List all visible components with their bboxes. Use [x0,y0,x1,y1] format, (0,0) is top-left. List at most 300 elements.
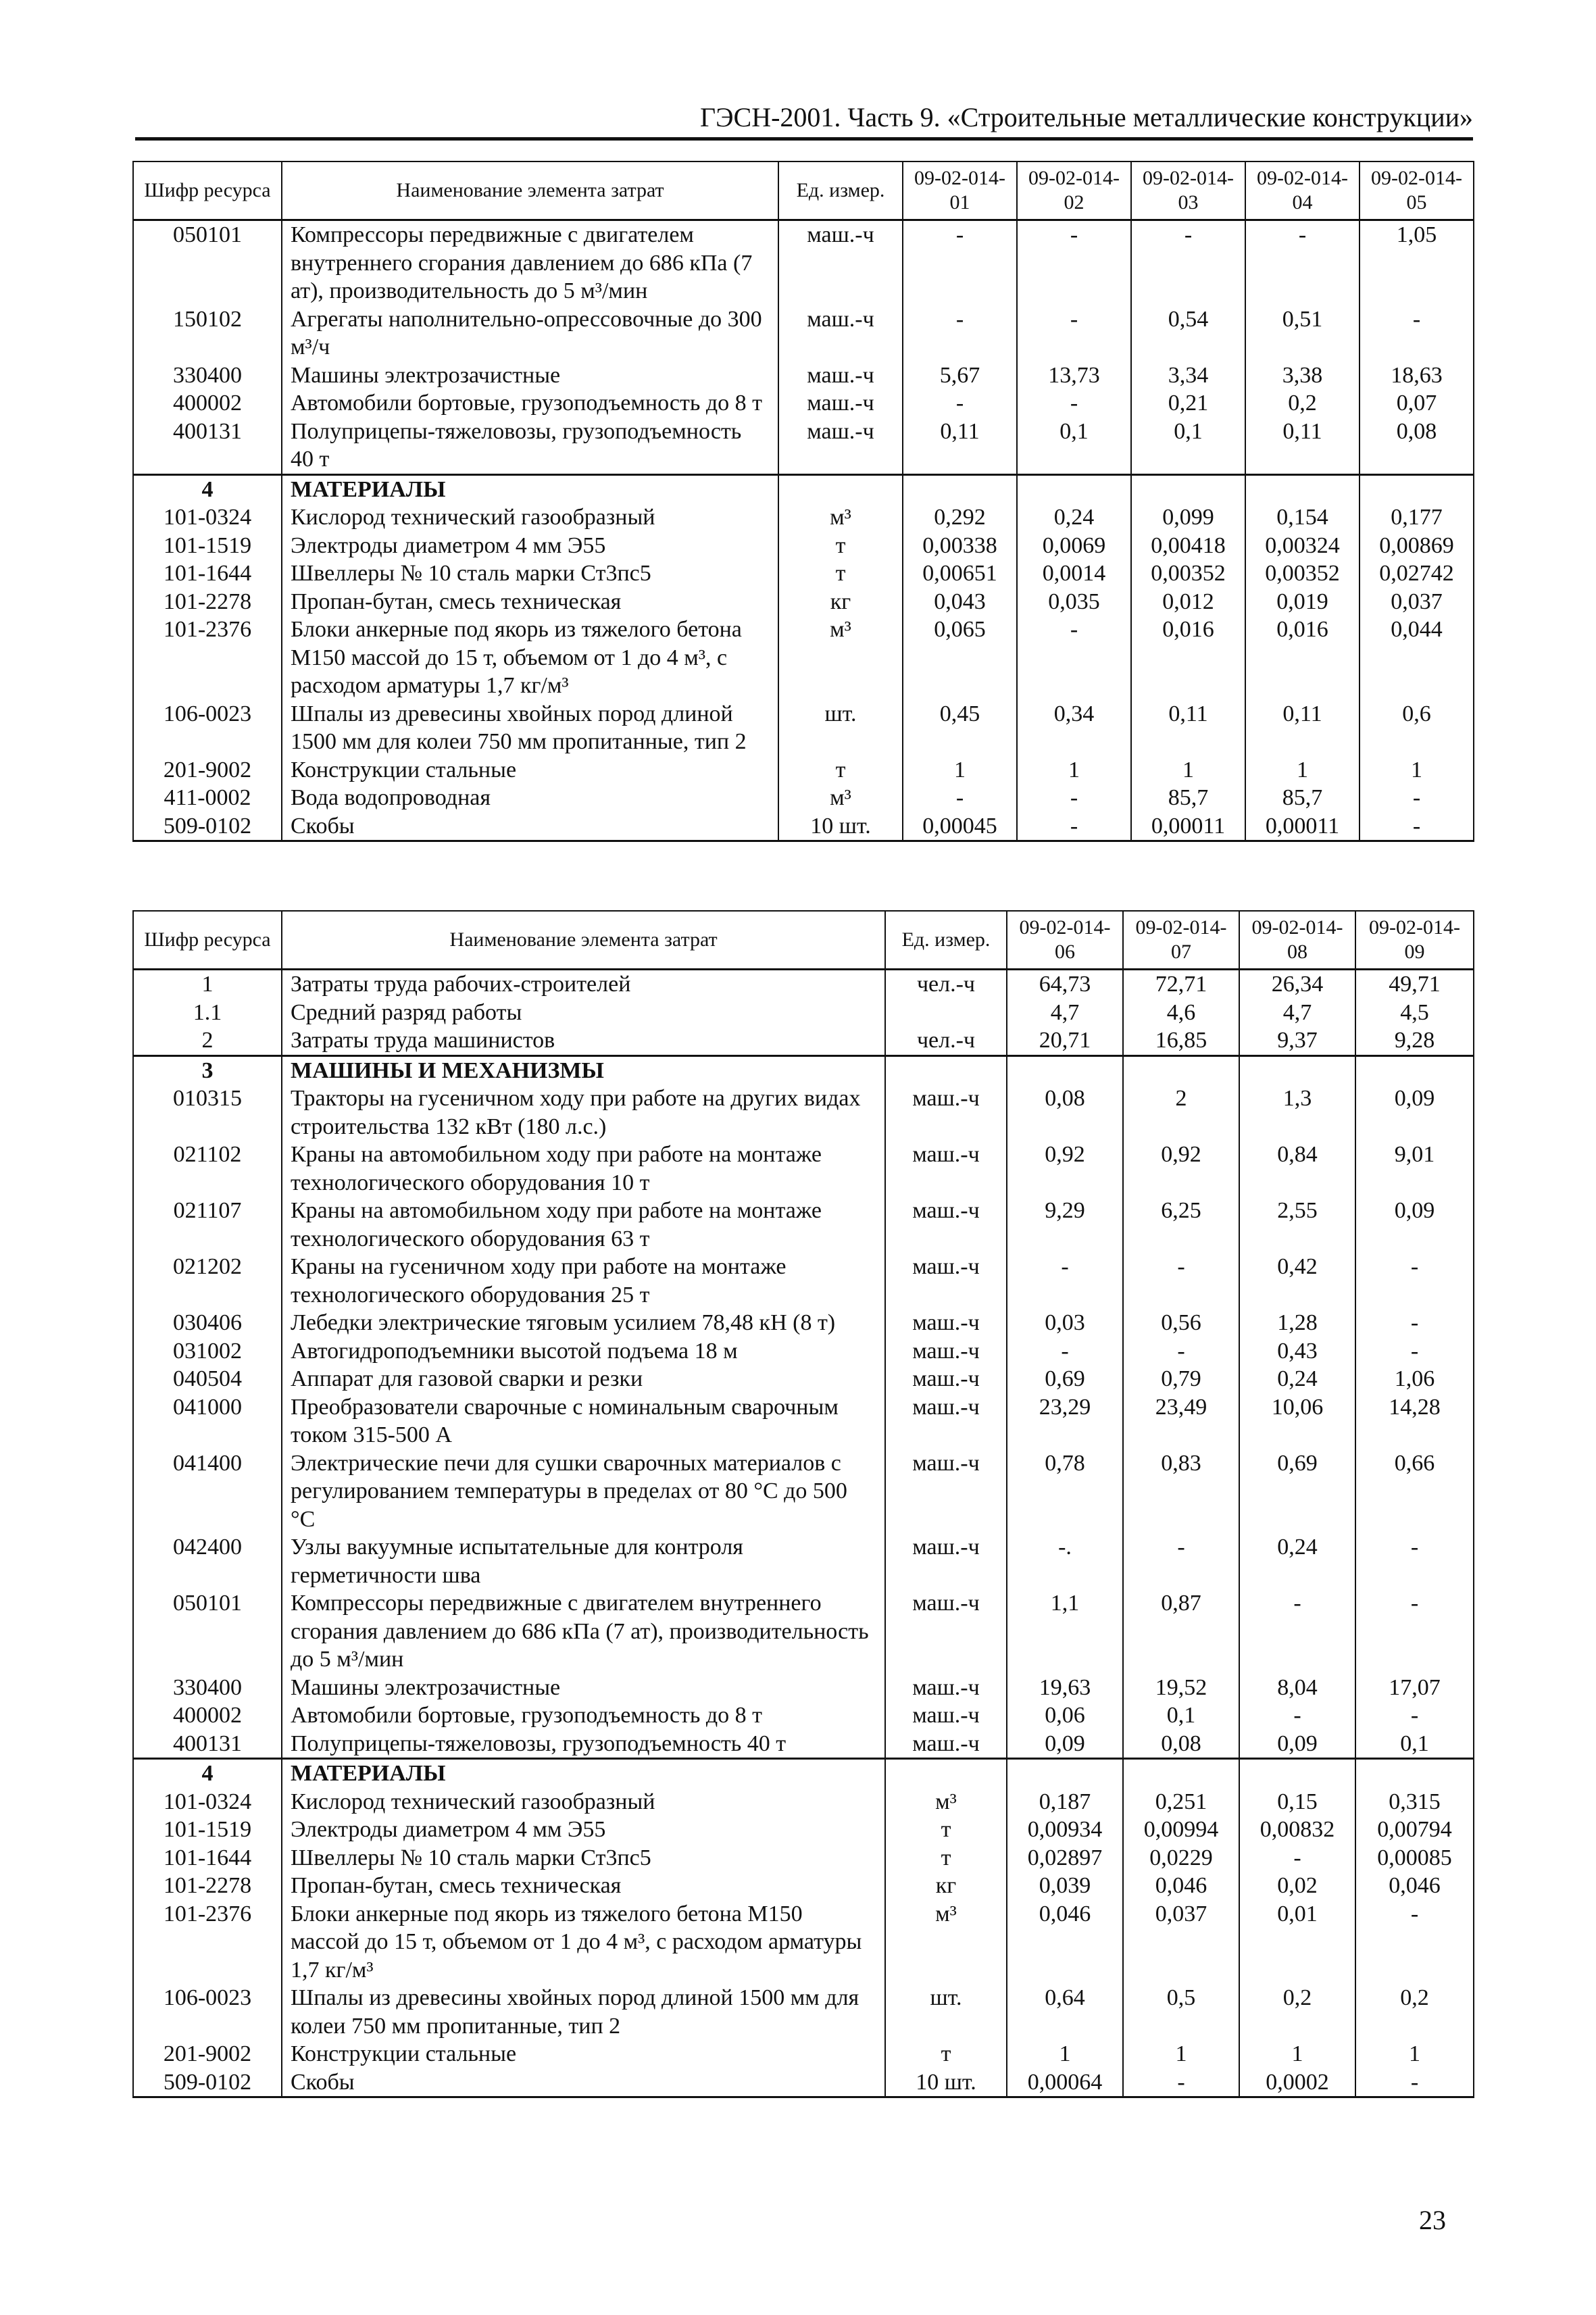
resource-code: 106-0023 [133,1984,282,2040]
norm-value: 0,1 [1355,1730,1474,1759]
unit: маш.-ч [778,305,903,362]
unit: маш.-ч [885,1730,1007,1759]
norm-value: 0,016 [1131,616,1245,700]
resource-name: Затраты труда рабочих-строителей [282,970,885,999]
norm-value: - [1239,1844,1355,1872]
table-row [133,1984,1474,2040]
resource-name: Шпалы из древесины хвойных пород длиной 1500 мм для колеи 750 мм пропитанные, тип 2 [282,700,778,756]
norm-value: 0,79 [1123,1365,1239,1393]
norm-value: - [1355,1337,1474,1366]
table-row [133,756,1474,785]
norm-value: 1 [1245,756,1360,785]
resource-code: 010315 [133,1085,282,1141]
resource-name: Автомобили бортовые, грузоподъемность до 8 т [282,389,778,418]
norm-value: 0,6 [1360,700,1474,756]
norm-value: 13,73 [1017,362,1131,390]
table-row [133,1141,1474,1197]
norm-value: 0,5 [1123,1984,1239,2040]
unit: маш.-ч [885,1393,1007,1449]
norm-value: 1 [1355,2040,1474,2068]
norm-value: 16,85 [1123,1026,1239,1055]
table-row [133,305,1474,362]
norm-value [1123,1055,1239,1085]
column-header: 09-02-014-05 [1360,161,1474,220]
norm-value: 0,92 [1007,1141,1123,1197]
norm-value: 0,046 [1007,1900,1123,1985]
norm-value: 10,06 [1239,1393,1355,1449]
unit: м³ [778,784,903,812]
resource-code: 400131 [133,1730,282,1759]
resource-name: Компрессоры передвижные с двигателем внутреннего сгорания давлением до 686 кПа (7 ат), производительность до 5 м³/мин [282,1589,885,1674]
norm-value: 0,09 [1355,1085,1474,1141]
norm-value: 8,04 [1239,1674,1355,1702]
norm-value: - [1355,1701,1474,1730]
table-row [133,1309,1474,1337]
unit: маш.-ч [778,220,903,305]
norm-value: 0,2 [1245,389,1360,418]
table-row [133,1085,1474,1141]
norm-value: - [1239,1589,1355,1674]
unit: м³ [885,1788,1007,1816]
norm-value: 4,5 [1355,999,1474,1027]
resource-code: 041400 [133,1449,282,1534]
norm-value: - [1017,784,1131,812]
norm-value: - [1007,1337,1123,1366]
norm-value: - [1017,812,1131,841]
resource-name: МАШИНЫ И МЕХАНИЗМЫ [282,1055,885,1085]
resource-code: 021107 [133,1197,282,1253]
table-row [133,1589,1474,1674]
norm-value: -. [1007,1533,1123,1589]
norm-value: 1 [1239,2040,1355,2068]
norm-value: 0,11 [1245,700,1360,756]
resource-code: 101-1644 [133,1844,282,1872]
norm-value: 0,69 [1239,1449,1355,1534]
norm-value: 0,00869 [1360,532,1474,560]
norm-value: 0,69 [1007,1365,1123,1393]
norm-value: 0,08 [1123,1730,1239,1759]
unit: маш.-ч [778,418,903,475]
norm-value: 0,08 [1360,418,1474,475]
norm-value: 64,73 [1007,970,1123,999]
resource-code: 411-0002 [133,784,282,812]
unit: маш.-ч [885,1197,1007,1253]
column-header: 09-02-014-07 [1123,911,1239,970]
resource-name: Блоки анкерные под якорь из тяжелого бетона М150 массой до 15 т, объемом от 1 до 4 м³, с расходом арматуры 1,7 кг/м³ [282,1900,885,1985]
norm-value [1123,1759,1239,1788]
column-header: 09-02-014-02 [1017,161,1131,220]
resource-name: МАТЕРИАЛЫ [282,1759,885,1788]
norm-value: 0,039 [1007,1872,1123,1900]
unit: т [778,756,903,785]
norm-value: 0,84 [1239,1141,1355,1197]
resource-name: Полуприцепы-тяжеловозы, грузоподъемность 40 т [282,1730,885,1759]
norm-value: 1,1 [1007,1589,1123,1674]
norm-value: 0,87 [1123,1589,1239,1674]
resource-name: Пропан-бутан, смесь техническая [282,1872,885,1900]
resource-name: Швеллеры № 10 сталь марки Ст3пс5 [282,559,778,588]
norm-value: 9,28 [1355,1026,1474,1055]
resource-code: 330400 [133,362,282,390]
norm-value: 4,6 [1123,999,1239,1027]
norm-value: 0,043 [903,588,1017,616]
norm-value: 23,49 [1123,1393,1239,1449]
norm-value: 19,63 [1007,1674,1123,1702]
norm-value: 0,64 [1007,1984,1123,2040]
norm-value: - [1245,220,1360,305]
norm-value: 0,0069 [1017,532,1131,560]
norm-value: 0,177 [1360,503,1474,532]
table-row [133,1449,1474,1534]
norm-value: 19,52 [1123,1674,1239,1702]
unit: т [885,1844,1007,1872]
resource-name: МАТЕРИАЛЫ [282,474,778,503]
table-row [133,1844,1474,1872]
resource-table-1 [132,161,1474,842]
resource-name: Машины электрозачистные [282,1674,885,1702]
resource-code: 400002 [133,389,282,418]
table-row [133,784,1474,812]
section-row [133,1055,1474,1085]
norm-value: - [1360,305,1474,362]
norm-value: 0,1 [1017,418,1131,475]
norm-value: - [903,305,1017,362]
table-row [133,503,1474,532]
resource-code: 030406 [133,1309,282,1337]
table-row [133,559,1474,588]
norm-value: 0,24 [1017,503,1131,532]
unit: маш.-ч [885,1337,1007,1366]
unit: т [778,532,903,560]
table-row [133,1253,1474,1309]
resource-name: Краны на гусеничном ходу при работе на монтаже технологического оборудования 25 т [282,1253,885,1309]
norm-value: - [1355,1900,1474,1985]
norm-value [1245,474,1360,503]
norm-value: 0,03 [1007,1309,1123,1337]
resource-name: Кислород технический газообразный [282,1788,885,1816]
table-row [133,1788,1474,1816]
resource-name: Полуприцепы-тяжеловозы, грузоподъемность 40 т [282,418,778,475]
table-row [133,220,1474,305]
resource-code: 106-0023 [133,700,282,756]
norm-value: - [1017,305,1131,362]
unit: шт. [778,700,903,756]
norm-value: 0,00011 [1245,812,1360,841]
resource-name: Краны на автомобильном ходу при работе на монтаже технологического оборудования 10 т [282,1141,885,1197]
norm-value: - [1355,1253,1474,1309]
norm-value: 0,83 [1123,1449,1239,1534]
unit: маш.-ч [885,1589,1007,1674]
resource-code: 041000 [133,1393,282,1449]
column-header: 09-02-014-03 [1131,161,1245,220]
unit [885,1055,1007,1085]
norm-value: 2,55 [1239,1197,1355,1253]
norm-value: 0,044 [1360,616,1474,700]
norm-value: 1,06 [1355,1365,1474,1393]
norm-value: 0,06 [1007,1701,1123,1730]
norm-value: 0,09 [1355,1197,1474,1253]
unit: кг [778,588,903,616]
norm-value: 0,21 [1131,389,1245,418]
norm-value: - [1239,1701,1355,1730]
column-header: Наименование элемента затрат [282,911,885,970]
column-header: 09-02-014-04 [1245,161,1360,220]
resource-name: Тракторы на гусеничном ходу при работе на других видах строительства 132 кВт (180 л.с.) [282,1085,885,1141]
norm-value: 0,046 [1355,1872,1474,1900]
resource-name: Скобы [282,812,778,841]
norm-value: - [1131,220,1245,305]
resource-code: 021102 [133,1141,282,1197]
unit: маш.-ч [885,1141,1007,1197]
resource-code: 509-0102 [133,2068,282,2097]
norm-value: 0,035 [1017,588,1131,616]
norm-value: 0,154 [1245,503,1360,532]
norm-value: 0,315 [1355,1788,1474,1816]
table-row [133,616,1474,700]
norm-value: 0,00994 [1123,1816,1239,1844]
norm-value: - [1355,1533,1474,1589]
table-row [133,1872,1474,1900]
norm-value: 0,00085 [1355,1844,1474,1872]
norm-value: 0,11 [903,418,1017,475]
norm-value: 0,2 [1355,1984,1474,2040]
unit: маш.-ч [885,1701,1007,1730]
unit: маш.-ч [885,1365,1007,1393]
table-row [133,418,1474,475]
norm-value: 14,28 [1355,1393,1474,1449]
resource-code: 042400 [133,1533,282,1589]
table-row [133,999,1474,1027]
norm-value: 0,43 [1239,1337,1355,1366]
norm-value: 0,02 [1239,1872,1355,1900]
unit: маш.-ч [885,1253,1007,1309]
norm-value: 1 [1131,756,1245,785]
table-row [133,588,1474,616]
resource-name: Компрессоры передвижные с двигателем внутреннего сгорания давлением до 686 кПа (7 ат), производительность до 5 м³/мин [282,220,778,305]
resource-name: Аппарат для газовой сварки и резки [282,1365,885,1393]
norm-value: 0,00324 [1245,532,1360,560]
unit: маш.-ч [885,1449,1007,1534]
resource-code: 101-2278 [133,588,282,616]
norm-value: 3,38 [1245,362,1360,390]
column-header: Ед. измер. [885,911,1007,970]
unit [885,999,1007,1027]
norm-value: 0,00352 [1245,559,1360,588]
norm-value: - [903,784,1017,812]
unit: маш.-ч [885,1674,1007,1702]
resource-name: Машины электрозачистные [282,362,778,390]
norm-value: 0,11 [1131,700,1245,756]
table-row [133,1197,1474,1253]
norm-value [1360,474,1474,503]
resource-code: 400002 [133,1701,282,1730]
norm-value [1355,1055,1474,1085]
resource-name: Вода водопроводная [282,784,778,812]
norm-value: 0,00832 [1239,1816,1355,1844]
norm-value: - [1123,1253,1239,1309]
resource-code: 101-2278 [133,1872,282,1900]
unit: маш.-ч [778,362,903,390]
norm-value: 0,45 [903,700,1017,756]
norm-value: 0,0002 [1239,2068,1355,2097]
norm-value: - [1355,2068,1474,2097]
norm-value: 0,66 [1355,1449,1474,1534]
norm-value: 1 [1007,2040,1123,2068]
norm-value: - [1017,220,1131,305]
resource-code: 040504 [133,1365,282,1393]
norm-value: 0,09 [1239,1730,1355,1759]
unit [885,1759,1007,1788]
resource-code: 050101 [133,220,282,305]
norm-value: 0,92 [1123,1141,1239,1197]
norm-value: 18,63 [1360,362,1474,390]
unit: т [885,2040,1007,2068]
resource-code: 101-1519 [133,1816,282,1844]
resource-name: Кислород технический газообразный [282,503,778,532]
resource-code: 150102 [133,305,282,362]
resource-name: Пропан-бутан, смесь техническая [282,588,778,616]
resource-name: Электрические печи для сушки сварочных материалов с регулированием температуры в пределах от 80 °С до 500 °С [282,1449,885,1534]
resource-code: 101-0324 [133,503,282,532]
resource-name: Затраты труда машинистов [282,1026,885,1055]
norm-value: 0,07 [1360,389,1474,418]
table-row [133,2040,1474,2068]
norm-value: 1 [1017,756,1131,785]
norm-value: 72,71 [1123,970,1239,999]
table-row [133,812,1474,841]
norm-value: - [1017,389,1131,418]
unit: м³ [778,616,903,700]
norm-value: 0,012 [1131,588,1245,616]
resource-code: 101-2376 [133,616,282,700]
unit: т [778,559,903,588]
norm-value: - [1355,1589,1474,1674]
resource-name: Блоки анкерные под якорь из тяжелого бетона М150 массой до 15 т, объемом от 1 до 4 м³, с расходом арматуры 1,7 кг/м³ [282,616,778,700]
norm-value: - [1355,1309,1474,1337]
unit: маш.-ч [885,1309,1007,1337]
norm-value: 1 [1123,2040,1239,2068]
unit: маш.-ч [885,1085,1007,1141]
column-header: 09-02-014-09 [1355,911,1474,970]
resource-name: Автомобили бортовые, грузоподъемность до 8 т [282,1701,885,1730]
resource-name: Средний разряд работы [282,999,885,1027]
norm-value: 17,07 [1355,1674,1474,1702]
resource-code: 031002 [133,1337,282,1366]
resource-name: Скобы [282,2068,885,2097]
norm-value: 85,7 [1245,784,1360,812]
unit: кг [885,1872,1007,1900]
norm-value [1131,474,1245,503]
norm-value: 85,7 [1131,784,1245,812]
norm-value: 0,016 [1245,616,1360,700]
resource-code: 101-1644 [133,559,282,588]
resource-code: 101-1519 [133,532,282,560]
unit: чел.-ч [885,1026,1007,1055]
norm-value: 0,00418 [1131,532,1245,560]
norm-value: 9,29 [1007,1197,1123,1253]
norm-value: 9,01 [1355,1141,1474,1197]
norm-value: 0,00352 [1131,559,1245,588]
norm-value: - [1360,812,1474,841]
resource-code: 021202 [133,1253,282,1309]
norm-value: 26,34 [1239,970,1355,999]
table-row [133,700,1474,756]
table-row [133,1730,1474,1759]
column-header: Наименование элемента затрат [282,161,778,220]
resource-name: Швеллеры № 10 сталь марки Ст3пс5 [282,1844,885,1872]
norm-value: 0,046 [1123,1872,1239,1900]
norm-value [1007,1055,1123,1085]
norm-value: 0,00011 [1131,812,1245,841]
column-header: Шифр ресурса [133,161,282,220]
resource-code: 201-9002 [133,756,282,785]
resource-name: Шпалы из древесины хвойных пород длиной 1500 мм для колеи 750 мм пропитанные, тип 2 [282,1984,885,2040]
norm-value: 0,24 [1239,1533,1355,1589]
norm-value: 0,1 [1123,1701,1239,1730]
norm-value: 5,67 [903,362,1017,390]
norm-value: - [1007,1253,1123,1309]
resource-code: 4 [133,474,282,503]
norm-value: 0,02742 [1360,559,1474,588]
resource-name: Агрегаты наполнительно-опрессовочные до 300 м³/ч [282,305,778,362]
norm-value: 0,11 [1245,418,1360,475]
unit: 10 шт. [778,812,903,841]
unit: м³ [885,1900,1007,1985]
norm-value: 0,24 [1239,1365,1355,1393]
norm-value [1239,1759,1355,1788]
norm-value: 6,25 [1123,1197,1239,1253]
resource-code: 2 [133,1026,282,1055]
resource-name: Конструкции стальные [282,2040,885,2068]
norm-value [1355,1759,1474,1788]
norm-value: 0,02897 [1007,1844,1123,1872]
table-row [133,970,1474,999]
norm-value: 0,065 [903,616,1017,700]
norm-value: 0,42 [1239,1253,1355,1309]
norm-value [1007,1759,1123,1788]
norm-value: 9,37 [1239,1026,1355,1055]
unit: м³ [778,503,903,532]
unit: маш.-ч [885,1533,1007,1589]
norm-value: 0,019 [1245,588,1360,616]
resource-name: Автогидроподъемники высотой подъема 18 м [282,1337,885,1366]
resource-code: 3 [133,1055,282,1085]
resource-code: 330400 [133,1674,282,1702]
norm-value: 0,00338 [903,532,1017,560]
norm-value: 0,78 [1007,1449,1123,1534]
norm-value: 49,71 [1355,970,1474,999]
norm-value: 0,54 [1131,305,1245,362]
norm-value: - [1123,2068,1239,2097]
norm-value: 0,1 [1131,418,1245,475]
norm-value: - [903,220,1017,305]
norm-value: 0,08 [1007,1085,1123,1141]
norm-value: 0,34 [1017,700,1131,756]
norm-value [903,474,1017,503]
table-row [133,362,1474,390]
resource-code: 4 [133,1759,282,1788]
table-row [133,1337,1474,1366]
resource-name: Электроды диаметром 4 мм Э55 [282,1816,885,1844]
resource-code: 201-9002 [133,2040,282,2068]
table-row [133,1533,1474,1589]
norm-value: 1,28 [1239,1309,1355,1337]
table-row [133,1365,1474,1393]
norm-value: 3,34 [1131,362,1245,390]
norm-value: - [1123,1533,1239,1589]
resource-code: 1.1 [133,999,282,1027]
norm-value: 0,01 [1239,1900,1355,1985]
